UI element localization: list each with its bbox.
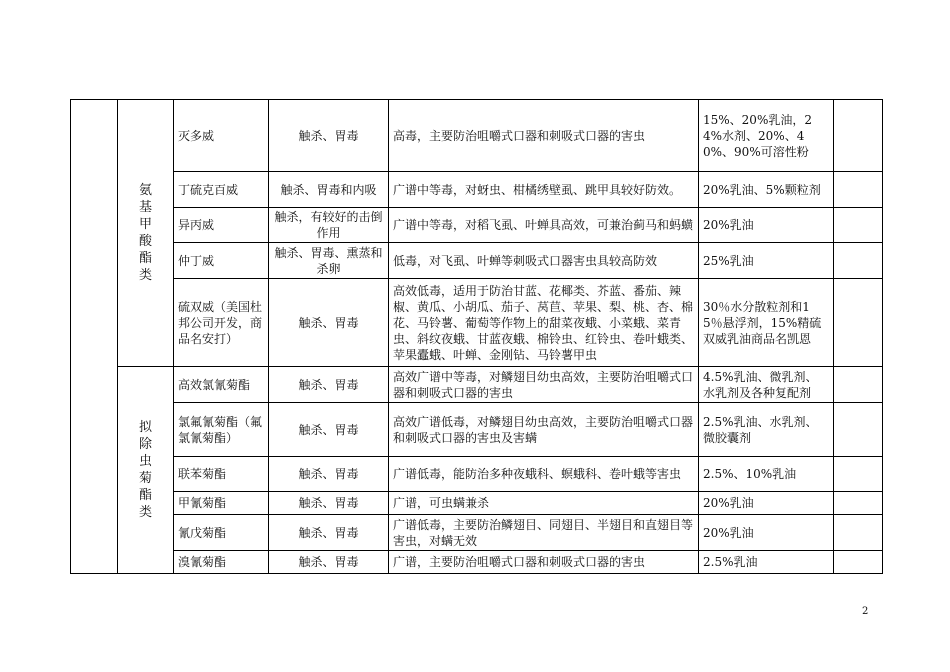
blank-cell [834,551,883,574]
pesticide-name: 氯氟氰菊酯（氟氯氰菊酯） [174,403,269,457]
action-mode: 触杀、胃毒 [269,551,389,574]
blank-cell [834,279,883,367]
action-mode: 触杀、胃毒 [269,515,389,551]
action-mode: 触杀、胃毒、熏蒸和杀卵 [269,243,389,279]
action-mode: 触杀、胃毒 [269,367,389,403]
pesticide-table [70,99,883,574]
action-mode: 触杀，有较好的击倒作用 [269,208,389,243]
pesticide-name: 氰戊菊酯 [174,515,269,551]
formulation: 15%、20%乳油，24%水剂、20%、40%、90%可溶性粉 [699,100,834,172]
formulation: 25%乳油 [699,243,834,279]
blank-cell [834,515,883,551]
table-row [71,172,883,208]
blank-cell [834,172,883,208]
category-label: 拟除虫菊酯类 [138,420,152,520]
pesticide-name: 仲丁威 [174,243,269,279]
pesticide-name: 硫双威（美国杜邦公司开发，商品名安打） [174,279,269,367]
table-row [71,457,883,492]
formulation: 2.5%乳油 [699,551,834,574]
blank-cell [834,403,883,457]
table-row [71,279,883,367]
action-mode: 触杀、胃毒 [269,279,389,367]
pesticide-name: 灭多威 [174,100,269,172]
description: 高效广谱中等毒，对鳞翅目幼虫高效，主要防治咀嚼式口器和刺吸式口器的害虫 [389,367,699,403]
description: 高效低毒，适用于防治甘蓝、花椰类、芥蓝、番茄、辣椒、黄瓜、小胡瓜、茄子、莴苣、苹果、梨、桃、杏、棉花、马铃薯、葡萄等作物上的甜菜夜蛾、小菜蛾、菜青虫、斜纹夜蛾、甘蓝夜蛾、棉铃虫、红铃虫、卷叶蛾类、苹果蠹蛾、叶蝉、金刚钻、马铃薯甲虫 [389,279,699,367]
formulation: 4.5%乳油、微乳剂、水乳剂及各种复配剂 [699,367,834,403]
description: 广谱中等毒，对蚜虫、柑橘绣壁虱、跳甲具较好防效。 [389,172,699,208]
table-row [71,515,883,551]
table-row [71,367,883,403]
description: 广谱，可虫螨兼杀 [389,492,699,515]
category-cell [118,367,174,574]
formulation: 20%乳油、5%颗粒剂 [699,172,834,208]
pesticide-name: 甲氰菊酯 [174,492,269,515]
table-row [71,243,883,279]
formulation: 20%乳油 [699,208,834,243]
table-row [71,403,883,457]
table-row [71,551,883,574]
blank-cell [834,457,883,492]
pesticide-name: 高效氯氰菊酯 [174,367,269,403]
page-number: 2 [862,606,869,617]
table-row [71,208,883,243]
formulation: 20%乳油 [699,492,834,515]
action-mode: 触杀、胃毒和内吸 [269,172,389,208]
description: 广谱中等毒，对稻飞虱、叶蝉具高效，可兼治蓟马和蚂蟥 [389,208,699,243]
pesticide-name: 联苯菊酯 [174,457,269,492]
pesticide-name: 溴氰菊酯 [174,551,269,574]
pesticide-name: 丁硫克百威 [174,172,269,208]
category-cell [118,100,174,367]
table-row [71,492,883,515]
blank-cell [834,243,883,279]
action-mode: 触杀、胃毒 [269,492,389,515]
outer-blank-cell [71,100,118,574]
description: 高毒，主要防治咀嚼式口器和刺吸式口器的害虫 [389,100,699,172]
blank-cell [834,492,883,515]
action-mode: 触杀、胃毒 [269,457,389,492]
table-row [71,100,883,172]
pesticide-table-container [70,99,882,574]
description: 广谱，主要防治咀嚼式口器和刺吸式口器的害虫 [389,551,699,574]
category-label: 氨基甲酸酯类 [138,183,152,283]
description: 广谱低毒，能防治多种夜蛾科、螟蛾科、卷叶蛾等害虫 [389,457,699,492]
description: 高效广谱低毒，对鳞翅目幼虫高效，主要防治咀嚼式口器和刺吸式口器的害虫及害螨 [389,403,699,457]
action-mode: 触杀、胃毒 [269,403,389,457]
blank-cell [834,367,883,403]
formulation: 20%乳油 [699,515,834,551]
action-mode: 触杀、胃毒 [269,100,389,172]
formulation: 2.5%乳油、水乳剂、微胶囊剂 [699,403,834,457]
description: 低毒，对飞虱、叶蝉等刺吸式口器害虫具较高防效 [389,243,699,279]
blank-cell [834,100,883,172]
formulation: 2.5%、10%乳油 [699,457,834,492]
description: 广谱低毒，主要防治鳞翅目、同翅目、半翅目和直翅目等害虫，对螨无效 [389,515,699,551]
blank-cell [834,208,883,243]
formulation: 30％水分散粒剂和15％悬浮剂，15%精硫双威乳油商品名凯恩 [699,279,834,367]
pesticide-name: 异丙威 [174,208,269,243]
